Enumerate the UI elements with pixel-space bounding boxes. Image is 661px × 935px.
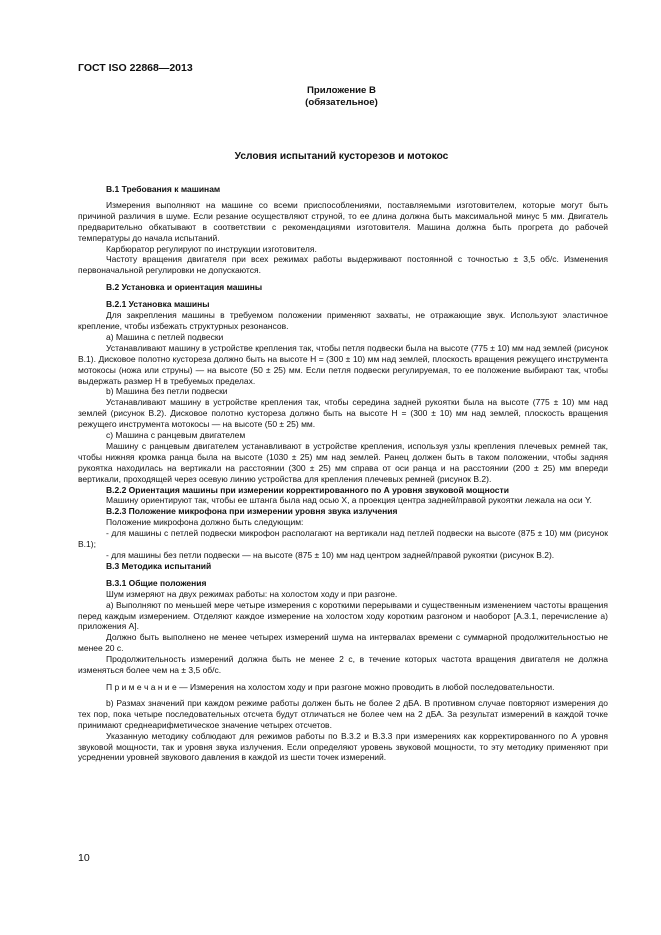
paragraph: Карбюратор регулируют по инструкции изготовителя. [106,243,317,254]
page-number: 10 [78,852,90,864]
paragraph: Измерения выполняют на машине со всеми приспособлениями, поставляемыми изготовителем, которые могут быть причиной различия в шуме. Если резание осуществляют струной, то ее длина должна быть максимальной минус 5 мм. Двигатель предварительно обкатывают в соответствии с рекомендациями изготовителя. Машина должна быть прогрета до рабочей температуры до начала испытаний. [78,199,608,243]
section-heading: В.3 Методика испытаний [106,560,212,571]
section-heading: В.2 Установка и ориентация машины [106,282,263,293]
paragraph: - для машины с петлей подвески микрофон располагают на вертикали над петлей подвески на высоте (875 ± 10) мм (рисунок В.1); [78,528,608,550]
paragraph: Машину с ранцевым двигателем устанавливают в устройстве крепления, используя узлы крепления плечевых ремней так, чтобы нижняя кромка ранца была на высоте (1030 ± 25) мм над землей. Ранец должен быть в таком положении, чтобы задняя рукоятка находилась на вертикали на расстоянии (300 ± 25) мм справа от оси ранца и на расстоянии (200 ± 25) мм впереди вертикали, проходящей через осевую линию устройства для крепления плечевых ремней (рисунок В.2). [78,440,608,484]
section-heading: В.2.3 Положение микрофона при измерении уровня звука излучения [106,506,398,517]
paragraph: Указанную методику соблюдают для режимов работы по В.3.2 и В.3.3 при измерениях как корректированного по А уровня звуковой мощности, так и уровня звука излучения. Если определяют уровень звуковой мощности, то эту методику применяют при усреднении уровней звукового давления в каждой из шести точек измерений. [78,730,608,763]
section-title: Условия испытаний кусторезов и мотокос [234,151,449,162]
section-heading: В.2.2 Ориентация машины при измерении корректированного по А уровня звуковой мощности [106,484,509,495]
annex-note: (обязательное) [305,96,378,108]
paragraph: Машину ориентируют так, чтобы ее штанга была над осью X, а проекция центра задней/правой рукоятки лежала на оси Y. [106,495,592,506]
section-heading: В.3.1 Общие положения [106,577,207,588]
paragraph: Положение микрофона должно быть следующим: [106,517,304,528]
section-heading: В.2.1 Установка машины [106,299,210,310]
section-heading: В.1 Требования к машинам [106,184,221,194]
paragraph: Для закрепления машины в требуемом положении применяют захваты, не отражающие звук. Используют эластичное крепление, чтобы избежать структурных резонансов. [78,310,608,331]
annex-heading [78,85,605,108]
paragraph: b) Машина без петли подвески [106,386,228,397]
paragraph: b) Размах значений при каждом режиме работы должен быть не более 2 дБА. В противном случае повторяют измерения до тех пор, пока четыре последовательных отсчета будут отличаться не более чем на 2 дБА. За результат измерений в каждой точке принимают среднеарифметическое значение четырех отсчетов. [78,697,608,730]
paragraph: - для машины без петли подвески — на высоте (875 ± 10) мм над центром задней/правой рукоятки (рисунок В.2). [106,550,555,560]
paragraph: Устанавливают машину в устройстве крепления так, чтобы петля подвески была на высоте (775 ± 10) мм над землей (рисунок В.1). Дисковое полотно кустореза должно быть на высоте H = (300 ± 10) мм над землей, плоскость вращения режущего инструмента мотокосы (ножа или струны) — на высоте (50 ± 25) мм. Если петля подвески регулируемая, то ее положение выбирают так, чтобы выдержать размер H в требуемых пределах. [78,342,608,386]
document-header: ГОСТ ISO 22868—2013 [78,62,193,74]
paragraph: Шум измеряют на двух режимах работы: на холостом ходу и при разгоне. [106,588,398,599]
paragraph: Устанавливают машину в устройстве крепления так, чтобы середина задней рукоятки была на высоте (775 ± 10) мм над землей (рисунок В.2). Дисковое полотно кустореза должно быть на высоте H = (300 ± 10) мм над землей, плоскость вращения режущего инструмента мотокосы — на высоте (50 ± 25) мм. [78,397,608,430]
paragraph: Должно быть выполнено не менее четырех измерений шума на интервалах времени с суммарной продолжительностью не менее 20 с. [78,632,608,654]
note-paragraph: П р и м е ч а н и е — Измерения на холостом ходу и при разгоне можно проводить в любой последовательности. [106,681,555,692]
paragraph: Продолжительность измерений должна быть не менее 2 с, в течение которых частота вращения двигателя не должна изменяться более чем на ± 3,5 об/с. [78,654,608,676]
annex-title: Приложение В [307,85,376,96]
paragraph: a) Выполняют по меньшей мере четыре измерения с короткими перерывами и существенным изменением частоты вращения перед каждым измерением. Отделяют каждое измерение на холостом ходу коротким разгоном и наоборот [А.3.1, перечисление a) приложения А]. [78,599,608,632]
paragraph: a) Машина с петлей подвески [106,331,224,342]
document-body [78,178,608,763]
paragraph: c) Машина с ранцевым двигателем [106,430,246,441]
paragraph: Частоту вращения двигателя при всех режимах работы выдерживают постоянной с точностью ± 3,5 об/с. Изменения первоначальной регулировки не допускаются. [78,254,608,276]
